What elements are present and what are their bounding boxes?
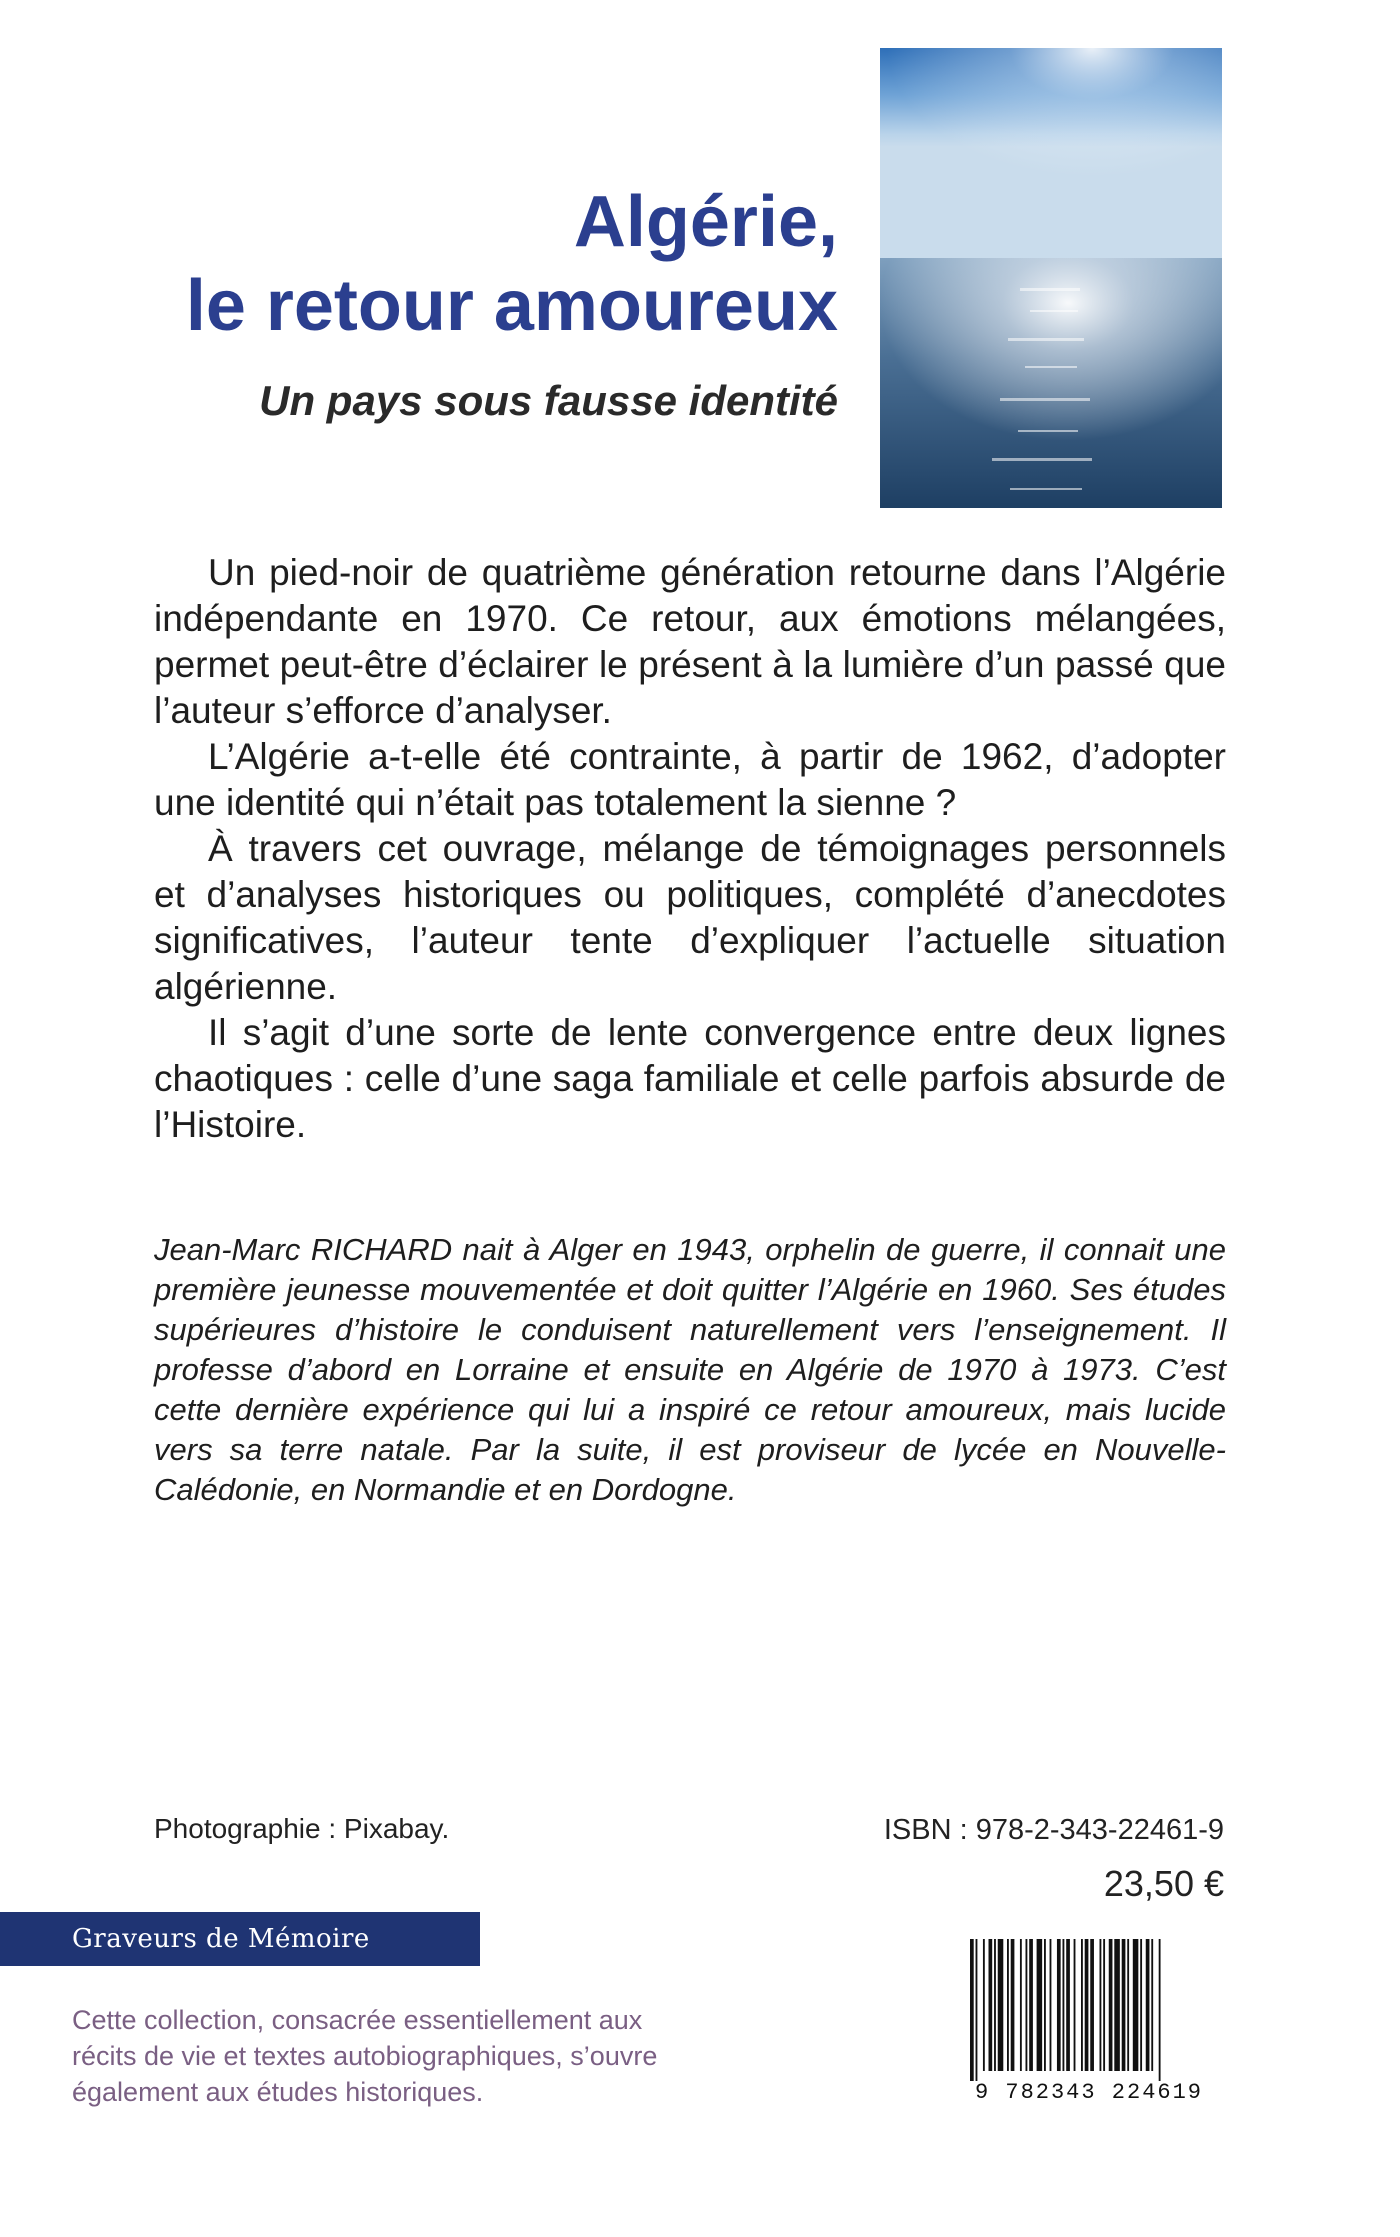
barcode-bar <box>1081 1939 1083 2071</box>
barcode-bar <box>1122 1939 1126 2071</box>
barcode-bar <box>994 1939 996 2071</box>
author-bio: Jean-Marc RICHARD nait à Alger en 1943, orphelin de guerre, il connait une première jeunesse mouvementée et doit quitter l’Algérie en 1960. Ses études supérieures d’histoire le conduisent naturellement vers l’enseignement. Il professe d’abord en Lorraine et ensuite en Algérie de 1970 à 1973. C’est cette dernière expérience qui lui a inspiré ce retour amoureux, mais lucide vers sa terre natale. Par la suite, il est proviseur de lycée en Nouvelle-Calédonie, en Normandie et en Dordogne. <box>154 1232 1226 1507</box>
barcode-bar <box>989 1939 993 2071</box>
barcode-bar <box>1044 1939 1046 2071</box>
barcode-bar <box>1007 1939 1009 2071</box>
barcode-bar <box>1127 1939 1129 2071</box>
barcode-bar <box>1146 1939 1150 2071</box>
barcode-bar <box>1063 1939 1065 2071</box>
synopsis-paragraph-3: À travers cet ouvrage, mélange de témoignages personnels et d’analyses historiques ou politiques, complété d’anecdotes significatives, l’auteur tente d’expliquer l’actuelle situation algérienne. <box>154 828 1226 1007</box>
barcode-bar <box>1011 1939 1015 2071</box>
barcode-bar <box>1109 1939 1113 2071</box>
barcode-bar <box>1103 1939 1105 2071</box>
barcode-bar <box>1029 1939 1033 2071</box>
barcode-bar <box>1074 1939 1076 2071</box>
barcode-bar <box>1114 1939 1120 2071</box>
barcode-bar <box>1159 1939 1161 2081</box>
barcode-bar <box>1057 1939 1061 2071</box>
synopsis-paragraph-2: L’Algérie a-t-elle été contrainte, à partir de 1962, d’adopter une identité qui n’était pas totalement la sienne ? <box>154 736 1226 823</box>
book-subtitle: Un pays sous fausse identité <box>259 377 838 424</box>
synopsis-paragraph-4: Il s’agit d’une sorte de lente convergence entre deux lignes chaotiques : celle d’une saga familiale et celle parfois absurde de l’Histoire. <box>154 1012 1226 1145</box>
barcode-bar <box>1133 1939 1139 2071</box>
photo-credit: Photographie : Pixabay. <box>154 1813 450 1844</box>
barcode-bar <box>1037 1939 1043 2071</box>
barcode-bar <box>1151 1939 1153 2071</box>
barcode <box>956 1935 1222 2105</box>
barcode-bar <box>983 1939 985 2071</box>
book-title <box>186 180 838 348</box>
synopsis <box>154 550 1226 1148</box>
collection-band <box>0 1912 480 1966</box>
barcode-bar <box>1026 1939 1028 2071</box>
barcode-bar <box>1066 1939 1070 2071</box>
synopsis-paragraph-1: Un pied-noir de quatrième génération retourne dans l’Algérie indépendante en 1970. Ce retour, aux émotions mélangées, permet peut-être d’éclairer le présent à la lumière d’un passé que l’auteur s’efforce d’analyser. <box>154 552 1226 731</box>
book-title-line-2: le retour amoureux <box>185 266 838 346</box>
barcode-bar <box>970 1939 974 2081</box>
barcode-bar <box>1100 1939 1102 2071</box>
price: 23,50 € <box>1103 1863 1224 1904</box>
book-title-line-1: Algérie, <box>573 182 838 262</box>
collection-description: Cette collection, consacrée essentiellement aux récits de vie et textes autobiographiques, s’ouvre également aux études historiques. <box>72 2005 658 2107</box>
barcode-bar <box>1085 1939 1089 2071</box>
collection-name: Graveurs de Mémoire <box>72 1924 370 1954</box>
barcode-bar <box>998 1939 1004 2071</box>
barcode-bar <box>1020 1939 1022 2071</box>
barcode-digits: 9 782343 224619 <box>974 2080 1204 2105</box>
barcode-bar <box>1140 1939 1142 2071</box>
barcode-bar <box>1090 1939 1094 2071</box>
barcode-bar <box>1050 1939 1052 2071</box>
sea-photo <box>880 48 1222 508</box>
barcode-bar <box>976 1939 978 2081</box>
isbn: ISBN : 978-2-343-22461-9 <box>883 1814 1224 1846</box>
